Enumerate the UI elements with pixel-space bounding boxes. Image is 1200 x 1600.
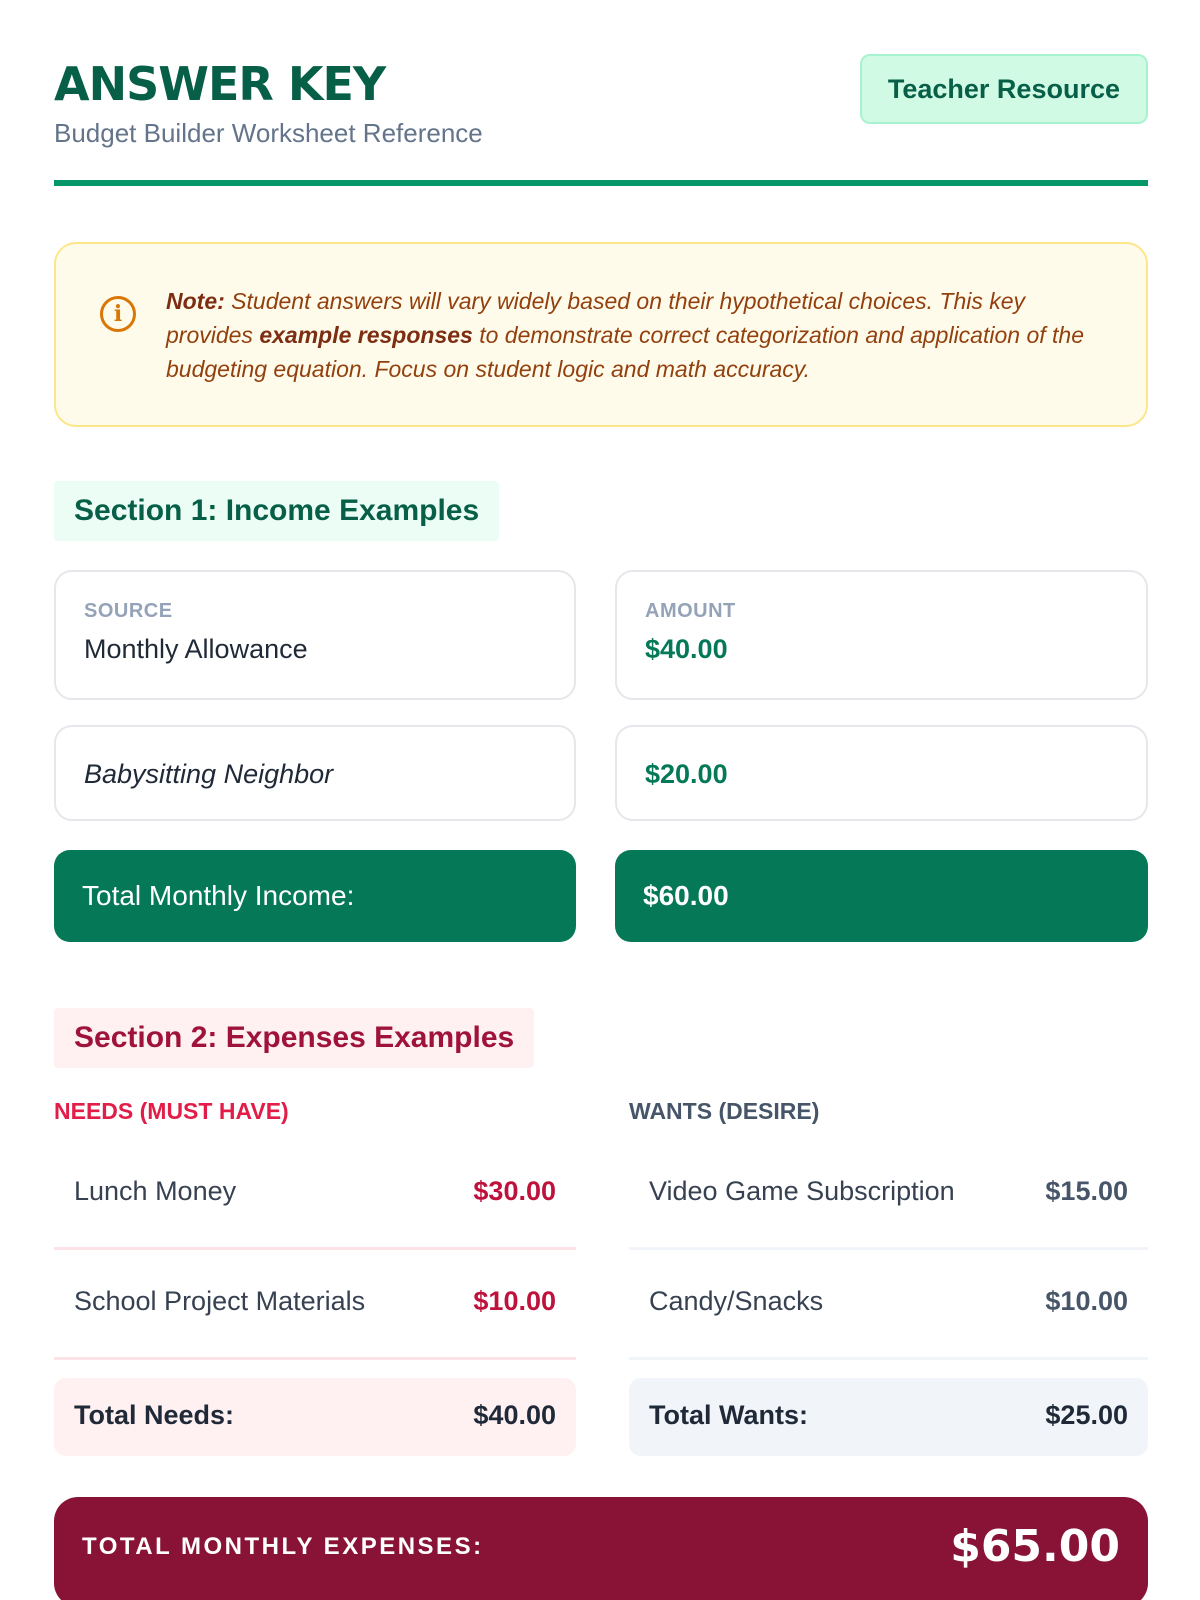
income-source-card	[54, 570, 576, 700]
page-header	[54, 58, 1148, 148]
want-amount: $15.00	[1045, 1176, 1128, 1206]
note-lead: Note:	[166, 288, 225, 314]
total-needs-label: Total Needs:	[74, 1400, 235, 1430]
total-wants-amount: $25.00	[1045, 1400, 1128, 1430]
total-needs	[54, 1378, 576, 1456]
note-text-part-2: to demonstrate correct categorization and application of the budgeting equation. Focus on student logic and math accuracy.	[166, 322, 1084, 382]
expenses-section-heading: Section 2: Expenses Examples	[54, 1008, 534, 1068]
needs-heading: NEEDS (MUST HAVE)	[54, 1098, 289, 1124]
income-amount-card	[615, 725, 1148, 821]
total-income-label: Total Monthly Income:	[54, 850, 576, 942]
note-callout	[54, 242, 1148, 427]
need-name: School Project Materials	[74, 1286, 366, 1316]
income-source-card	[54, 725, 576, 821]
total-monthly-expenses	[54, 1497, 1148, 1600]
source-label: SOURCE	[84, 600, 173, 622]
total-wants	[629, 1378, 1148, 1456]
total-expenses-amount: $65.00	[950, 1521, 1120, 1572]
amount-label: AMOUNT	[645, 600, 736, 622]
note-text	[166, 284, 1106, 386]
needs-row	[54, 1252, 576, 1360]
note-emphasis: example responses	[259, 322, 473, 348]
need-amount: $10.00	[473, 1286, 556, 1316]
income-section-heading: Section 1: Income Examples	[54, 481, 499, 541]
needs-row	[54, 1142, 576, 1250]
info-circle-icon: i	[100, 296, 136, 332]
income-amount-value: $20.00	[645, 759, 728, 789]
total-needs-amount: $40.00	[473, 1400, 556, 1430]
income-amount-card	[615, 570, 1148, 700]
want-amount: $10.00	[1045, 1286, 1128, 1316]
want-name: Candy/Snacks	[649, 1286, 824, 1316]
wants-row	[629, 1142, 1148, 1250]
total-income-amount: $60.00	[615, 850, 1148, 942]
note-text-part-1: Student answers will vary widely based on their hypothetical choices. This key provides	[166, 288, 1026, 348]
header-divider	[54, 180, 1148, 186]
income-amount-value: $40.00	[645, 634, 728, 664]
teacher-resource-badge: Teacher Resource	[860, 54, 1148, 124]
income-source-value: Babysitting Neighbor	[84, 759, 334, 789]
need-amount: $30.00	[473, 1176, 556, 1206]
want-name: Video Game Subscription	[649, 1176, 955, 1206]
need-name: Lunch Money	[74, 1176, 237, 1206]
page-subtitle: Budget Builder Worksheet Reference	[54, 118, 483, 148]
wants-heading: WANTS (DESIRE)	[629, 1098, 820, 1124]
total-wants-label: Total Wants:	[649, 1400, 808, 1430]
total-expenses-label: TOTAL MONTHLY EXPENSES:	[82, 1533, 484, 1560]
page-title: ANSWER KEY	[54, 57, 386, 111]
wants-row	[629, 1252, 1148, 1360]
income-source-value: Monthly Allowance	[84, 634, 308, 664]
